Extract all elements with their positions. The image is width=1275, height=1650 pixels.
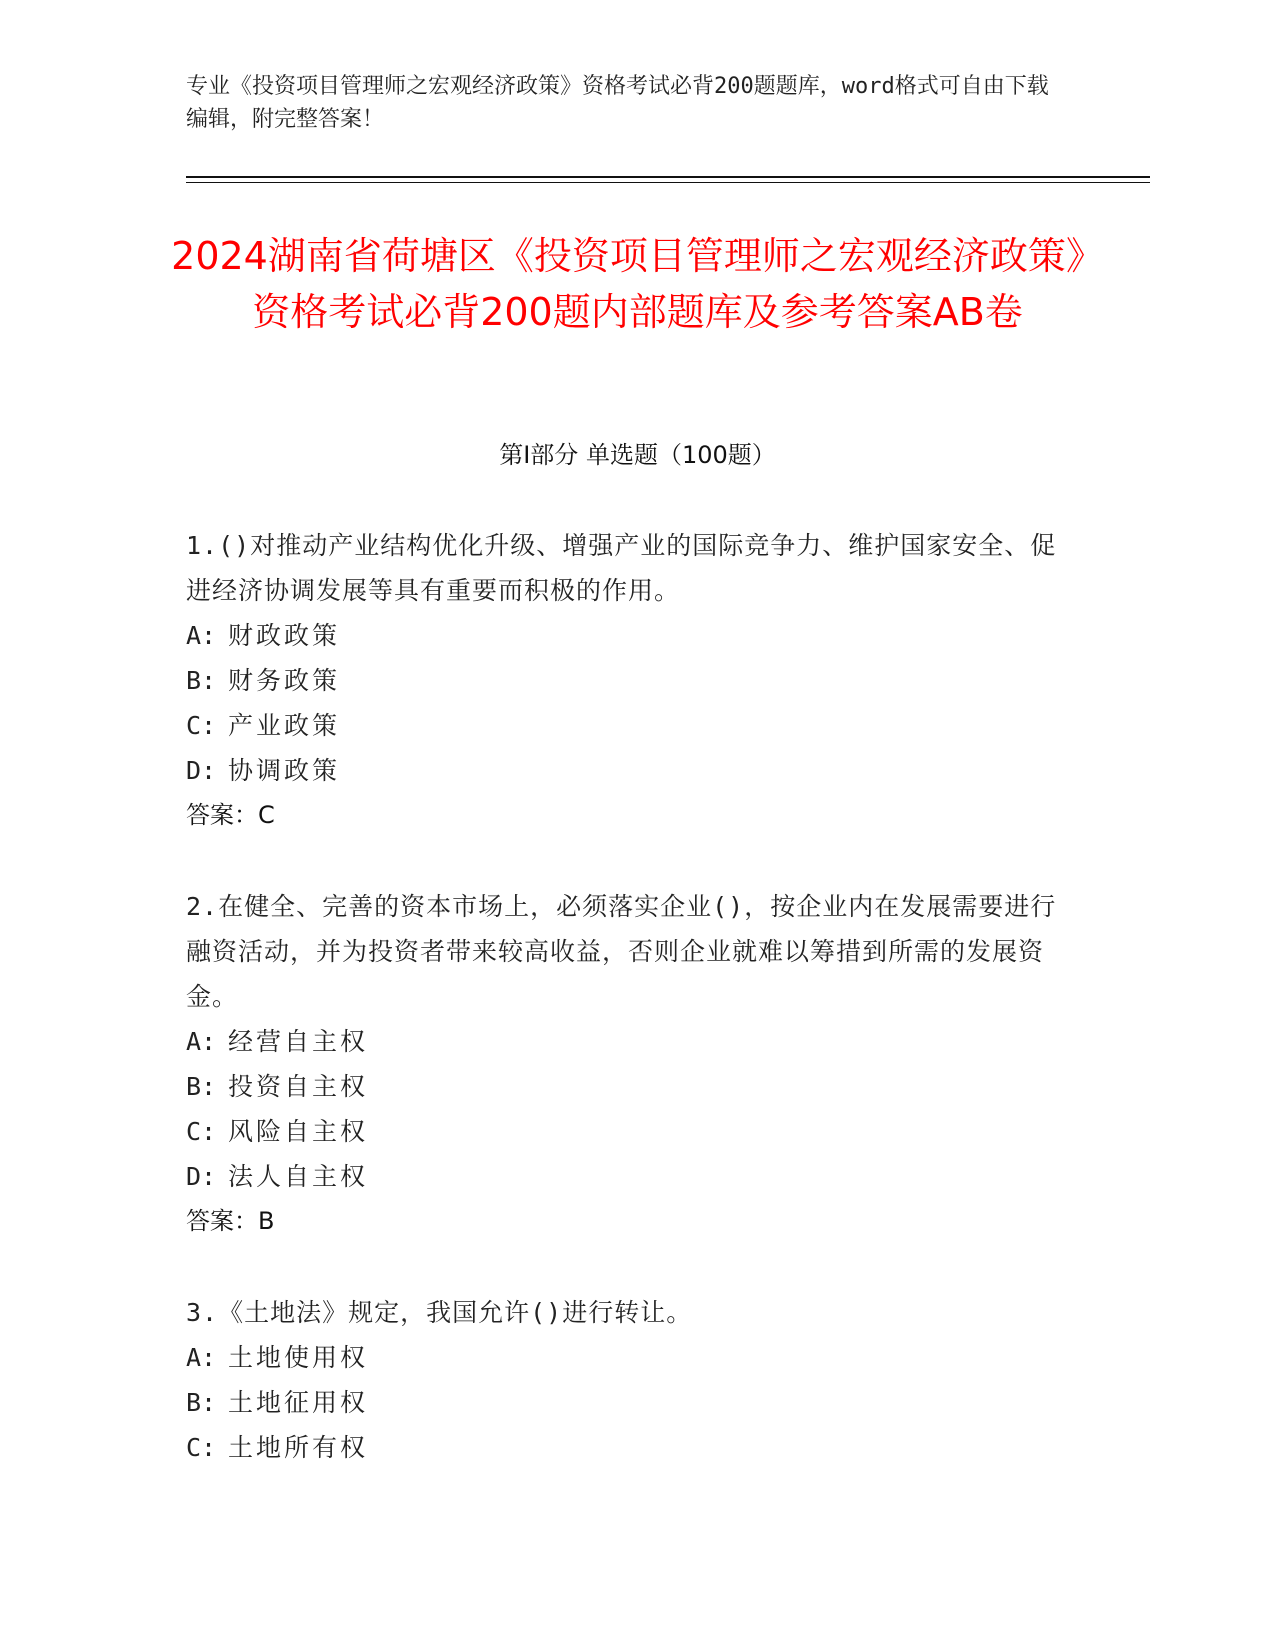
option-letter: A:	[186, 1027, 217, 1056]
header-rule-thick	[186, 176, 1150, 178]
option-c	[186, 1425, 1066, 1470]
question-list	[186, 523, 1066, 1516]
option-b	[186, 1064, 1066, 1109]
document-title: 2024湖南省荷塘区《投资项目管理师之宏观经济政策》资格考试必背200题内部题库及参考答案AB卷	[171, 234, 1104, 334]
option-text: 协调政策	[228, 756, 341, 785]
question-stem: 1.()对推动产业结构优化升级、增强产业的国际竞争力、维护国家安全、促进经济协调发展等具有重要而积极的作用。	[186, 531, 1057, 605]
option-a	[186, 1335, 1066, 1380]
option-text: 财政政策	[228, 621, 341, 650]
question-1	[186, 523, 1066, 838]
answer-label: 答案：B	[186, 1207, 275, 1235]
question-stem: 3.《土地法》规定，我国允许()进行转让。	[186, 1298, 693, 1327]
option-d	[186, 1154, 1066, 1199]
option-a	[186, 613, 1066, 658]
option-text: 经营自主权	[228, 1027, 369, 1056]
option-letter: C:	[186, 1433, 217, 1462]
option-letter: C:	[186, 1117, 217, 1146]
option-letter: A:	[186, 1343, 217, 1372]
option-a	[186, 1019, 1066, 1064]
option-letter: B:	[186, 1388, 217, 1417]
option-letter: B:	[186, 1072, 217, 1101]
option-letter: D:	[186, 756, 217, 785]
option-text: 财务政策	[228, 666, 341, 695]
header-rule-thin	[186, 182, 1150, 183]
question-2	[186, 884, 1066, 1244]
answer-label: 答案：C	[186, 801, 275, 829]
question-stem: 2.在健全、完善的资本市场上，必须落实企业()，按企业内在发展需要进行融资活动，并为投资者带来较高收益，否则企业就难以筹措到所需的发展资金。	[186, 892, 1057, 1011]
option-c	[186, 703, 1066, 748]
option-text: 土地使用权	[228, 1343, 369, 1372]
section-title: 第I部分 单选题（100题）	[499, 441, 776, 469]
option-letter: B:	[186, 666, 217, 695]
option-text: 风险自主权	[228, 1117, 369, 1146]
option-letter: D:	[186, 1162, 217, 1191]
option-text: 投资自主权	[228, 1072, 369, 1101]
header-note: 专业《投资项目管理师之宏观经济政策》资格考试必背200题题库，word格式可自由下载编辑，附完整答案！	[186, 74, 1049, 132]
option-letter: A:	[186, 621, 217, 650]
option-text: 土地所有权	[228, 1433, 369, 1462]
option-text: 土地征用权	[228, 1388, 369, 1417]
option-letter: C:	[186, 711, 217, 740]
option-text: 法人自主权	[228, 1162, 369, 1191]
option-b	[186, 1380, 1066, 1425]
option-c	[186, 1109, 1066, 1154]
option-b	[186, 658, 1066, 703]
option-d	[186, 748, 1066, 793]
option-text: 产业政策	[228, 711, 341, 740]
question-3	[186, 1290, 1066, 1470]
